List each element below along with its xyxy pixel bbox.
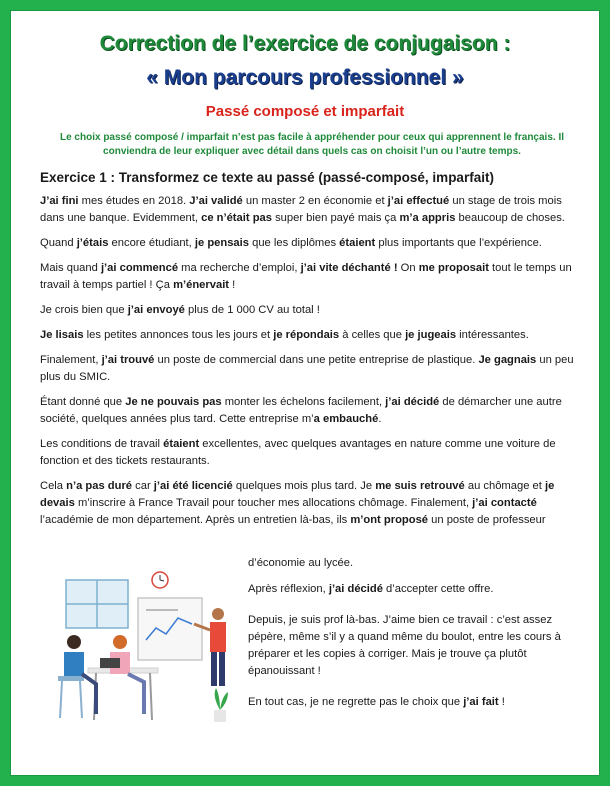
text-run: de démarcher une autre société, quelques années plus tard. Cette entreprise m’	[40, 396, 562, 425]
conjugated-verb: ce n’était pas	[201, 212, 272, 224]
conjugated-verb: étaient	[339, 237, 376, 249]
paragraph	[40, 260, 586, 294]
text-run: que les diplômes	[248, 237, 340, 249]
conjugated-verb: m’a appris	[399, 212, 456, 224]
text-run: excellentes, avec quelques avantages en nature comme une voiture de fonction et des tickets restaurants.	[40, 438, 556, 467]
page-subtitle: « Mon parcours professionnel »	[146, 66, 464, 89]
text-run: Finalement,	[40, 354, 102, 366]
continuation-line: d’économie au lycée.	[248, 557, 354, 569]
text-run: Étant donné que	[40, 396, 126, 408]
conjugated-verb: étaient	[163, 438, 200, 450]
paragraph	[248, 694, 588, 711]
conjugated-verb: j’ai contacté	[472, 497, 537, 509]
conjugated-verb: j’ai envoyé	[127, 304, 185, 316]
text-run: au chômage et	[464, 480, 545, 492]
text-run: plus de 1 000 CV au total !	[184, 304, 320, 316]
text-run: En tout cas, je ne regrette pas le choix que	[248, 696, 464, 708]
classroom-illustration	[48, 570, 248, 730]
paragraph	[40, 394, 586, 428]
conjugated-verb: j’étais	[76, 237, 109, 249]
text-run: Je crois bien que	[40, 304, 128, 316]
text-run: un poste de professeur	[428, 514, 546, 526]
text-run: m’inscrire à France Travail pour toucher mes allocations chômage. Finalement,	[74, 497, 473, 509]
conjugated-verb: Je gagnais	[478, 354, 537, 366]
conjugated-verb: me proposait	[418, 262, 489, 274]
section-subtitle: Passé composé et imparfait	[205, 103, 405, 120]
text-run: à celles que	[339, 329, 406, 341]
conjugated-verb: j’ai fait	[463, 696, 499, 708]
text-run: Mais quand	[40, 262, 101, 274]
conjugated-verb: j’ai été licencié	[153, 480, 233, 492]
conjugated-verb: j’ai trouvé	[101, 354, 155, 366]
conjugated-verb: Je ne pouvais pas	[125, 396, 222, 408]
conjugated-verb: m’énervait	[173, 279, 230, 291]
text-run: .	[378, 413, 382, 425]
text-run: Après réflexion,	[248, 583, 329, 595]
conjugated-verb: je devais	[40, 480, 555, 509]
conjugated-verb: j’ai vite déchanté !	[300, 262, 398, 274]
text-run: tout le temps un travail à temps partiel ! Ça	[40, 262, 572, 291]
conjugated-verb: J’ai validé	[189, 195, 243, 207]
text-run: monter les échelons facilement,	[221, 396, 386, 408]
text-run: car	[132, 480, 154, 492]
text-run: beaucoup de choses.	[455, 212, 565, 224]
text-run: !	[498, 696, 505, 708]
conjugated-verb: j’ai effectué	[387, 195, 450, 207]
text-run: Quand	[40, 237, 77, 249]
conjugated-verb: J’ai fini	[40, 195, 79, 207]
text-run: Depuis, je suis prof là-bas. J’aime bien ce travail : c’est assez pépère, même s’il y a quand même du boulot, entre les cours à préparer et les copies à corriger. Mais je trouve ça plutôt épanouissant !	[248, 614, 561, 677]
paragraph	[40, 302, 586, 319]
teacher-icon	[212, 608, 224, 620]
text-run: On	[397, 262, 419, 274]
text-run: un poste de commercial dans une petite entreprise de plastique.	[154, 354, 479, 366]
paragraph	[248, 612, 588, 680]
conjugated-verb: je pensais	[194, 237, 249, 249]
conjugated-verb: me suis retrouvé	[375, 480, 465, 492]
conjugated-verb: a embauché	[313, 413, 379, 425]
conjugated-verb: Je lisais	[40, 329, 84, 341]
text-run: ma recherche d’emploi,	[178, 262, 301, 274]
paragraph	[40, 193, 586, 227]
text-run: l’académie de mon département. Après un entretien là-bas, ils	[40, 514, 351, 526]
conjugated-verb: je répondais	[273, 329, 340, 341]
text-run: !	[229, 279, 236, 291]
paragraph	[40, 352, 586, 386]
exercise-title: Exercice 1 : Transformez ce texte au passé (passé-composé, imparfait)	[40, 170, 494, 185]
text-run: les petites annonces tous les jours et	[83, 329, 274, 341]
paragraph	[248, 581, 588, 598]
side-text	[248, 555, 588, 725]
paragraph	[40, 436, 586, 470]
text-run: plus importants que l’expérience.	[375, 237, 542, 249]
text-run: d’accepter cette offre.	[382, 583, 494, 595]
text-run: super bien payé mais ça	[271, 212, 400, 224]
page-title: Correction de l’exercice de conjugaison :	[99, 32, 511, 55]
intro-text: Le choix passé composé / imparfait n’est pas facile à appréhender pour ceux qui apprennent le français. Il conviendra de leur expliquer avec détail dans quels cas on choisit l’un ou l’autre temps.	[59, 132, 565, 157]
plant-icon	[215, 688, 228, 710]
paragraph	[40, 235, 586, 252]
conjugated-verb: j’ai commencé	[100, 262, 179, 274]
student-icon	[67, 635, 81, 649]
conjugated-verb: je jugeais	[405, 329, 457, 341]
exercise-text	[40, 193, 586, 537]
conjugated-verb: m’ont proposé	[350, 514, 429, 526]
text-run: Les conditions de travail	[40, 438, 164, 450]
conjugated-verb: j’ai décidé	[328, 583, 383, 595]
text-run: un peu plus du SMIC.	[40, 354, 574, 383]
text-run: encore étudiant,	[108, 237, 195, 249]
text-run: quelques mois plus tard. Je	[232, 480, 376, 492]
conjugated-verb: n’a pas duré	[66, 480, 133, 492]
conjugated-verb: j’ai décidé	[385, 396, 440, 408]
text-run: mes études en 2018.	[78, 195, 190, 207]
text-run: un master 2 en économie et	[242, 195, 388, 207]
paragraph	[40, 478, 586, 529]
student-icon	[113, 635, 127, 649]
text-run: un stage de trois mois dans une banque. Evidemment,	[40, 195, 562, 224]
paragraph	[40, 327, 586, 344]
text-run: Cela	[40, 480, 67, 492]
text-run: intéressantes.	[456, 329, 529, 341]
